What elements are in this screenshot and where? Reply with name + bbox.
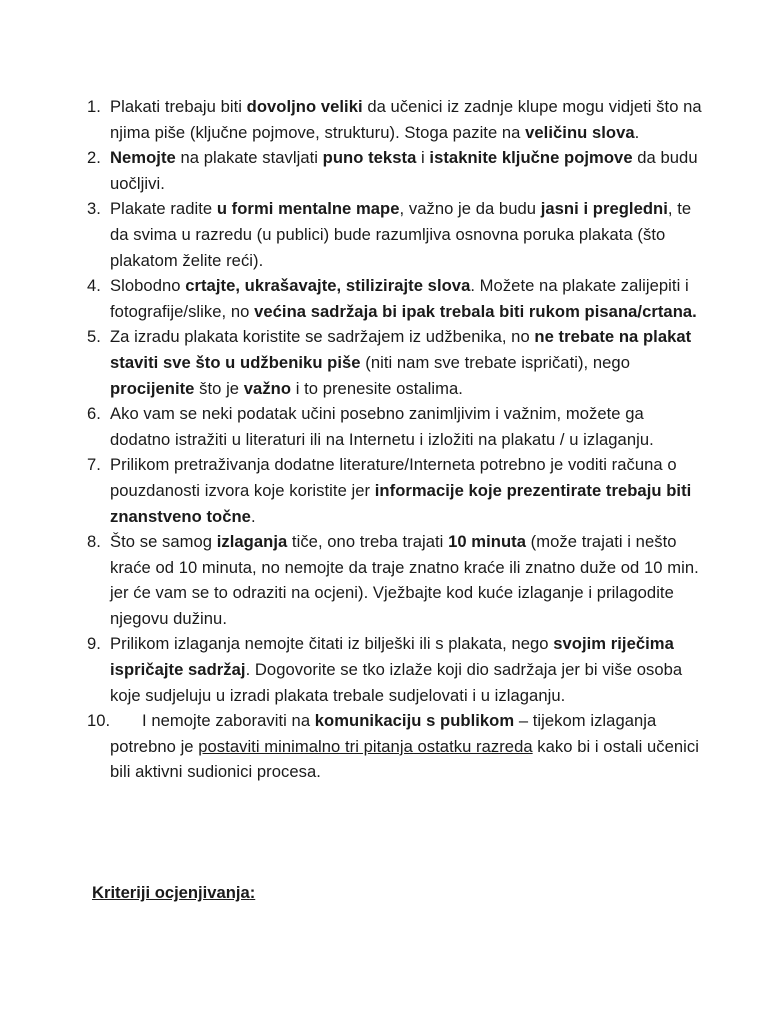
text-run: Plakati trebaju biti [110,97,247,116]
text-run: Što se samog [110,532,217,552]
bold-text: procijenite [110,378,195,398]
list-item [87,196,707,273]
bold-text: crtajte, ukrašavajte, stilizirajte slova [185,276,471,296]
list-item-number: 10. [87,711,111,731]
text-run: što je [194,378,244,398]
bold-text: puno teksta [322,148,417,168]
bold-text: većina sadržaja bi ipak trebala biti rukom pisana/crtana. [254,301,697,321]
list-item-number: 6. [87,404,101,424]
list-item-number: 2. [87,148,101,168]
bold-text: ne trebate na plakat staviti sve što u udžbeniku piše [110,327,692,372]
list-item [87,94,707,145]
bold-text: u formi mentalne mape [216,199,400,219]
text-run: i [416,148,430,168]
list-item [87,631,707,708]
bold-text: dovoljno veliki [246,97,363,116]
list-item [87,452,707,529]
text-run: , važno je da budu [399,199,541,219]
bold-text: izlaganja [216,532,288,552]
list-item [87,529,707,631]
text-run: Prilikom izlaganja nemojte čitati iz bilješki ili s plakata, nego [110,634,554,654]
bold-text: komunikaciju s publikom [314,711,515,731]
text-run: Prilikom pretraživanja dodatne literature/Interneta potrebno je voditi računa o pouzdanosti izvora koje koristite jer [110,455,677,500]
text-run: Za izradu plakata koristite se sadržajem iz udžbenika, no [110,327,535,347]
text-run: , te da svima u razredu (u publici) bude razumljiva osnovna poruka plakata (što plakatom želite reći). [110,199,692,270]
underlined-text: postaviti minimalno tri pitanja ostatku razreda [198,736,533,756]
text-run: da učenici iz zadnje klupe mogu vidjeti što na njima piše (ključne pojmove, strukturu). Stoga pazite na [110,97,702,142]
bold-text: istaknite ključne pojmove [429,148,633,168]
list-item [87,145,707,196]
text-run: . [634,122,640,142]
text-run: kako bi i ostali učenici bili aktivni sudionici procesa. [110,736,699,782]
text-run: . Možete na plakate zalijepiti i fotografije/slike, no [110,276,689,321]
text-run: . [250,506,256,526]
text-run: i to prenesite ostalima. [291,378,463,398]
list-item [87,324,707,401]
bold-text: 10 minuta [448,532,527,552]
list-item-number: 1. [87,97,101,116]
text-run: tiče, ono treba trajati [287,532,449,552]
text-run: na plakate stavljati [175,148,323,168]
criteria-heading-colon: : [249,883,256,902]
instruction-list [87,94,707,785]
criteria-heading [92,880,255,906]
criteria-heading-text: Kriteriji ocjenjivanja [92,883,250,902]
bold-text: informacije koje prezentirate trebaju biti znanstveno točne [110,480,692,526]
text-run: da budu uočljivi. [110,148,698,193]
list-item-number: 8. [87,532,101,552]
list-item [87,708,707,785]
list-item-number: 7. [87,455,101,475]
bold-text: veličinu slova [525,122,635,142]
list-item [87,273,707,324]
list-item-number: 9. [87,634,101,654]
list-item-number: 5. [87,327,101,347]
text-run: (niti nam sve trebate ispričati), nego [360,352,630,372]
text-run: – tijekom izlaganja potrebno je [110,711,657,756]
list-item-number: 3. [87,199,101,219]
list-item [87,401,707,452]
text-run: Plakate radite [110,199,217,219]
bold-text: važno [243,378,292,398]
text-run: Ako vam se neki podatak učini posebno zanimljivim i važnim, možete ga dodatno istražiti u literaturi ili na Internetu i izložiti na plakatu / u izlaganju. [110,404,654,449]
list-item-number: 4. [87,276,101,296]
bold-text: Nemojte [110,148,176,168]
text-run: Slobodno [110,276,186,296]
bold-text: svojim riječima ispričajte sadržaj [110,634,674,680]
text-run: (može trajati i nešto kraće od 10 minuta, no nemojte da traje znatno kraće ili znatno duže od 10 min. jer će vam se to odraziti na ocjeni). Vježbajte kod kuće izlaganje i prilagodite njegovu dužinu. [110,532,699,628]
bold-text: jasni i pregledni [540,199,668,219]
text-run: . Dogovorite se tko izlaže koji dio sadržaja jer bi više osoba koje sudjeluju u izradi plakata trebale sudjelovati i u izlaganju. [110,660,683,705]
text-run: I nemojte zaboraviti na [142,711,315,731]
